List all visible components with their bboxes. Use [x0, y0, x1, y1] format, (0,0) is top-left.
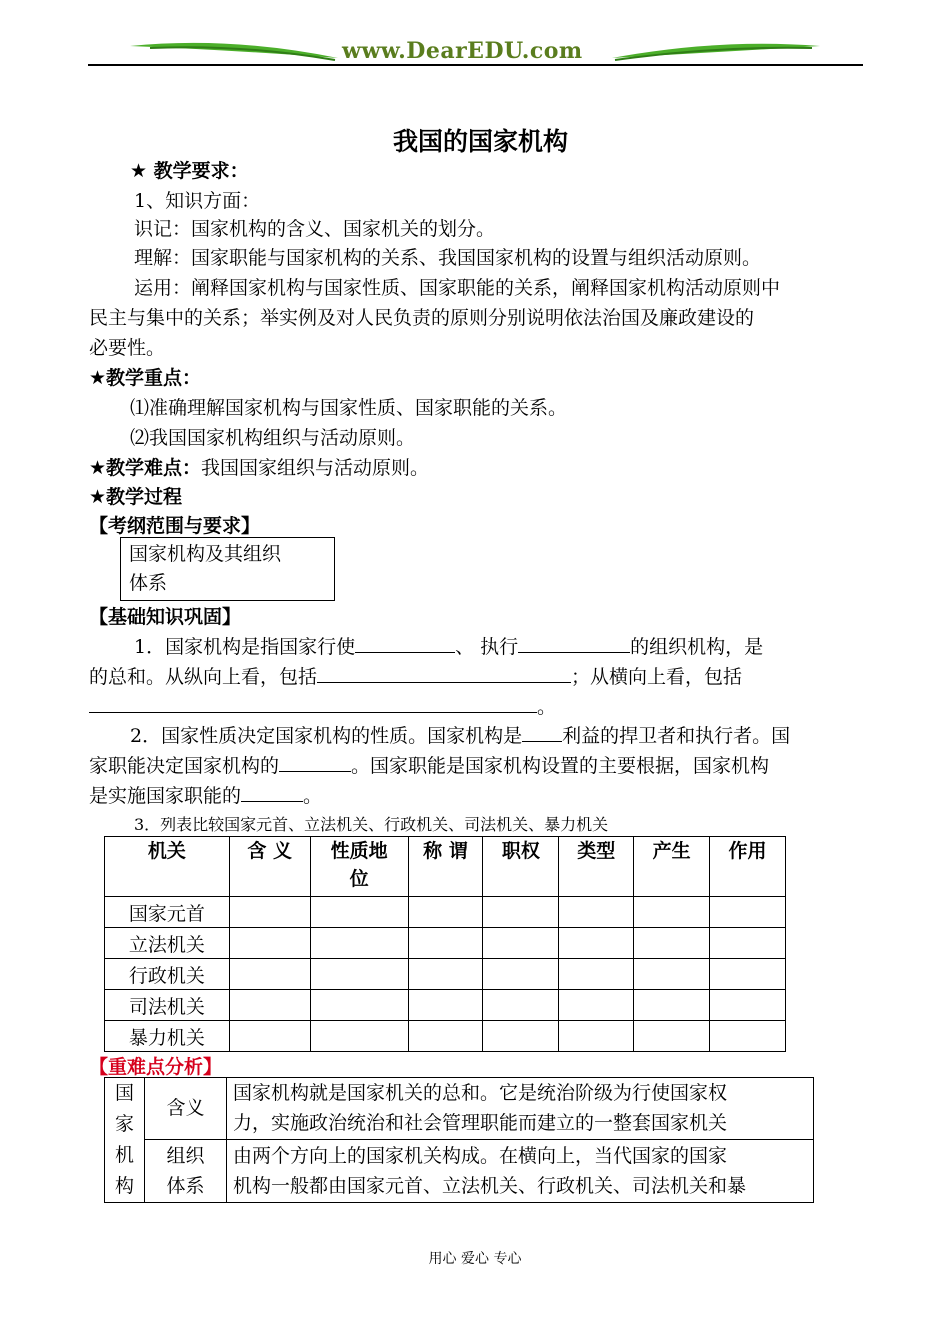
meaning-text-line-1: 国家机构就是国家机关的总和。它是统治阶级为行使国家权	[233, 1082, 728, 1105]
q2-text-b: 利益的捍卫者和执行者。国	[562, 725, 791, 747]
table-cell[interactable]	[559, 897, 634, 928]
req-heading: ★ 教学要求：	[130, 160, 249, 182]
apply-line-2: 民主与集中的关系；举实例及对人民负责的原则分别说明依法治国及廉政建设的	[89, 307, 755, 329]
system-label-line-1: 组织	[166, 1144, 205, 1167]
q1-blank-4[interactable]	[89, 693, 537, 713]
diff-text: 我国国家组织与活动原则。	[201, 457, 430, 479]
table-cell[interactable]	[634, 990, 710, 1021]
table-cell[interactable]	[229, 959, 310, 990]
meaning-text	[227, 1078, 814, 1140]
q1-blank-2[interactable]	[518, 633, 630, 653]
table-cell[interactable]	[483, 990, 559, 1021]
table-cell[interactable]	[408, 897, 483, 928]
col-header-organ: 机关	[105, 837, 230, 897]
diff-heading: ★教学难点：	[89, 457, 202, 479]
q1-text-b: 、 执行	[455, 636, 519, 658]
table-cell[interactable]	[634, 1021, 710, 1052]
row-label-meaning: 含义	[145, 1078, 227, 1140]
apply-line-3: 必要性。	[89, 337, 166, 359]
key-line-2: ⑵我国国家机构组织与活动原则。	[130, 427, 416, 449]
row-label: 司法机关	[105, 990, 230, 1021]
page-header	[0, 0, 950, 80]
q2-blank-1[interactable]	[522, 722, 562, 742]
row-label: 行政机关	[105, 959, 230, 990]
col-header-type: 类型	[559, 837, 634, 897]
compare-table	[104, 836, 786, 1052]
col-header-meaning: 含 义	[229, 837, 310, 897]
meaning-text-line-2: 力，实施政治统治和社会管理职能而建立的一整套国家机关	[233, 1112, 728, 1135]
col-header-origin: 产生	[634, 837, 710, 897]
q1-line-2	[89, 662, 742, 689]
process-heading: ★教学过程	[89, 486, 183, 508]
table-cell[interactable]	[483, 1021, 559, 1052]
table-cell[interactable]	[710, 990, 786, 1021]
q1-text-f: 。	[537, 696, 557, 718]
header-divider	[88, 64, 863, 66]
q1-text-c: 的组织机构，是	[630, 636, 764, 658]
table-cell[interactable]	[710, 959, 786, 990]
side-char: 机	[114, 1144, 134, 1166]
q1-line-1	[134, 632, 763, 659]
q1-line-3	[89, 692, 556, 719]
table-cell[interactable]	[634, 959, 710, 990]
key-heading: ★教学重点：	[89, 367, 202, 389]
q2-text-c: 家职能决定国家机构的	[89, 755, 280, 777]
q2-blank-2[interactable]	[279, 752, 351, 772]
table-cell[interactable]	[408, 990, 483, 1021]
q2-blank-3[interactable]	[241, 782, 303, 802]
col-header-nature-line-2: 位	[349, 868, 369, 890]
key-line-1: ⑴准确理解国家机构与国家性质、国家职能的关系。	[130, 397, 568, 419]
outline-cell	[121, 538, 335, 601]
q3-line: 3．列表比较国家元首、立法机关、行政机关、司法机关、暴力机关	[134, 815, 609, 834]
q1-text-d: 的总和。从纵向上看，包括	[89, 666, 318, 688]
table-cell[interactable]	[710, 928, 786, 959]
col-header-nature-line-1: 性质地	[330, 840, 388, 862]
table-cell[interactable]	[310, 1021, 408, 1052]
basic-heading: 【基础知识巩固】	[89, 606, 242, 628]
table-cell[interactable]	[483, 928, 559, 959]
q2-text-e: 是实施国家职能的	[89, 785, 242, 807]
table-cell[interactable]	[408, 928, 483, 959]
table-cell[interactable]	[559, 959, 634, 990]
table-row	[105, 897, 786, 928]
table-cell[interactable]	[559, 990, 634, 1021]
table-cell[interactable]	[710, 1021, 786, 1052]
col-header-role: 作用	[710, 837, 786, 897]
row-label: 立法机关	[105, 928, 230, 959]
table-cell[interactable]	[408, 1021, 483, 1052]
analysis-heading: 【重难点分析】	[89, 1056, 223, 1078]
side-char: 国	[114, 1082, 134, 1104]
table-cell[interactable]	[634, 897, 710, 928]
table-row	[121, 538, 335, 601]
table-row	[105, 1139, 814, 1202]
table-header-row	[105, 837, 786, 897]
side-char: 家	[114, 1113, 134, 1135]
col-header-nature	[310, 837, 408, 897]
q1-text-e: ；从横向上看，包括	[571, 666, 743, 688]
table-cell[interactable]	[310, 990, 408, 1021]
apply-line-1: 运用：阐释国家机构与国家性质、国家职能的关系，阐释国家机构活动原则中	[134, 277, 781, 299]
q2-line-2	[89, 751, 769, 778]
col-header-title: 称 谓	[408, 837, 483, 897]
outline-cell-line-1: 国家机构及其组织	[129, 543, 282, 565]
table-cell[interactable]	[310, 897, 408, 928]
q1-blank-1[interactable]	[355, 633, 455, 653]
table-row	[105, 990, 786, 1021]
q2-line-3	[89, 781, 322, 808]
page-footer: 用心 爱心 专心	[428, 1251, 522, 1267]
side-char: 构	[114, 1175, 134, 1197]
memorize-line: 识记：国家机构的含义、国家机关的划分。	[134, 218, 496, 240]
table-row	[105, 959, 786, 990]
q1-blank-3[interactable]	[317, 663, 571, 683]
q2-text-a: 2．国家性质决定国家机构的性质。国家机构是	[130, 725, 523, 747]
outline-cell-line-2: 体系	[129, 572, 168, 594]
table-cell[interactable]	[483, 959, 559, 990]
table-cell[interactable]	[559, 1021, 634, 1052]
table-cell[interactable]	[229, 1021, 310, 1052]
q2-line-1	[130, 721, 790, 748]
table-cell[interactable]	[634, 928, 710, 959]
table-cell[interactable]	[483, 897, 559, 928]
q2-text-d: 。国家职能是国家机构设置的主要根据，国家机构	[351, 755, 770, 777]
table-cell[interactable]	[559, 928, 634, 959]
system-text	[227, 1139, 814, 1202]
table-cell[interactable]	[310, 959, 408, 990]
table-cell[interactable]	[710, 897, 786, 928]
table-row	[105, 928, 786, 959]
row-label: 暴力机关	[105, 1021, 230, 1052]
system-text-line-2: 机构一般都由国家元首、立法机关、行政机关、司法机关和暴	[233, 1174, 747, 1197]
table-row	[105, 1021, 786, 1052]
table-cell[interactable]	[229, 990, 310, 1021]
row-label-system	[145, 1139, 227, 1202]
system-text-line-1: 由两个方向上的国家机关构成。在横向上，当代国家的国家	[233, 1144, 728, 1167]
col-header-power: 职权	[483, 837, 559, 897]
understand-line: 理解：国家职能与国家机构的关系、我国国家机构的设置与组织活动原则。	[134, 247, 762, 269]
table-cell[interactable]	[408, 959, 483, 990]
analysis-table	[104, 1077, 814, 1203]
table-cell[interactable]	[310, 928, 408, 959]
table-row	[105, 1078, 814, 1140]
q2-text-f: 。	[303, 785, 323, 807]
side-label	[105, 1078, 145, 1203]
outline-table	[120, 537, 335, 601]
table-cell[interactable]	[229, 928, 310, 959]
outline-heading: 【考纲范围与要求】	[89, 515, 261, 537]
knowledge-line: 1、知识方面：	[134, 190, 261, 212]
table-cell[interactable]	[229, 897, 310, 928]
difficulty-line	[89, 453, 429, 480]
q1-text-a: 1．国家机构是指国家行使	[134, 636, 356, 658]
row-label: 国家元首	[105, 897, 230, 928]
page-title: 我国的国家机构	[393, 127, 569, 156]
site-brand[interactable]: www.DearEDU.com	[342, 38, 583, 64]
system-label-line-2: 体系	[166, 1174, 205, 1197]
